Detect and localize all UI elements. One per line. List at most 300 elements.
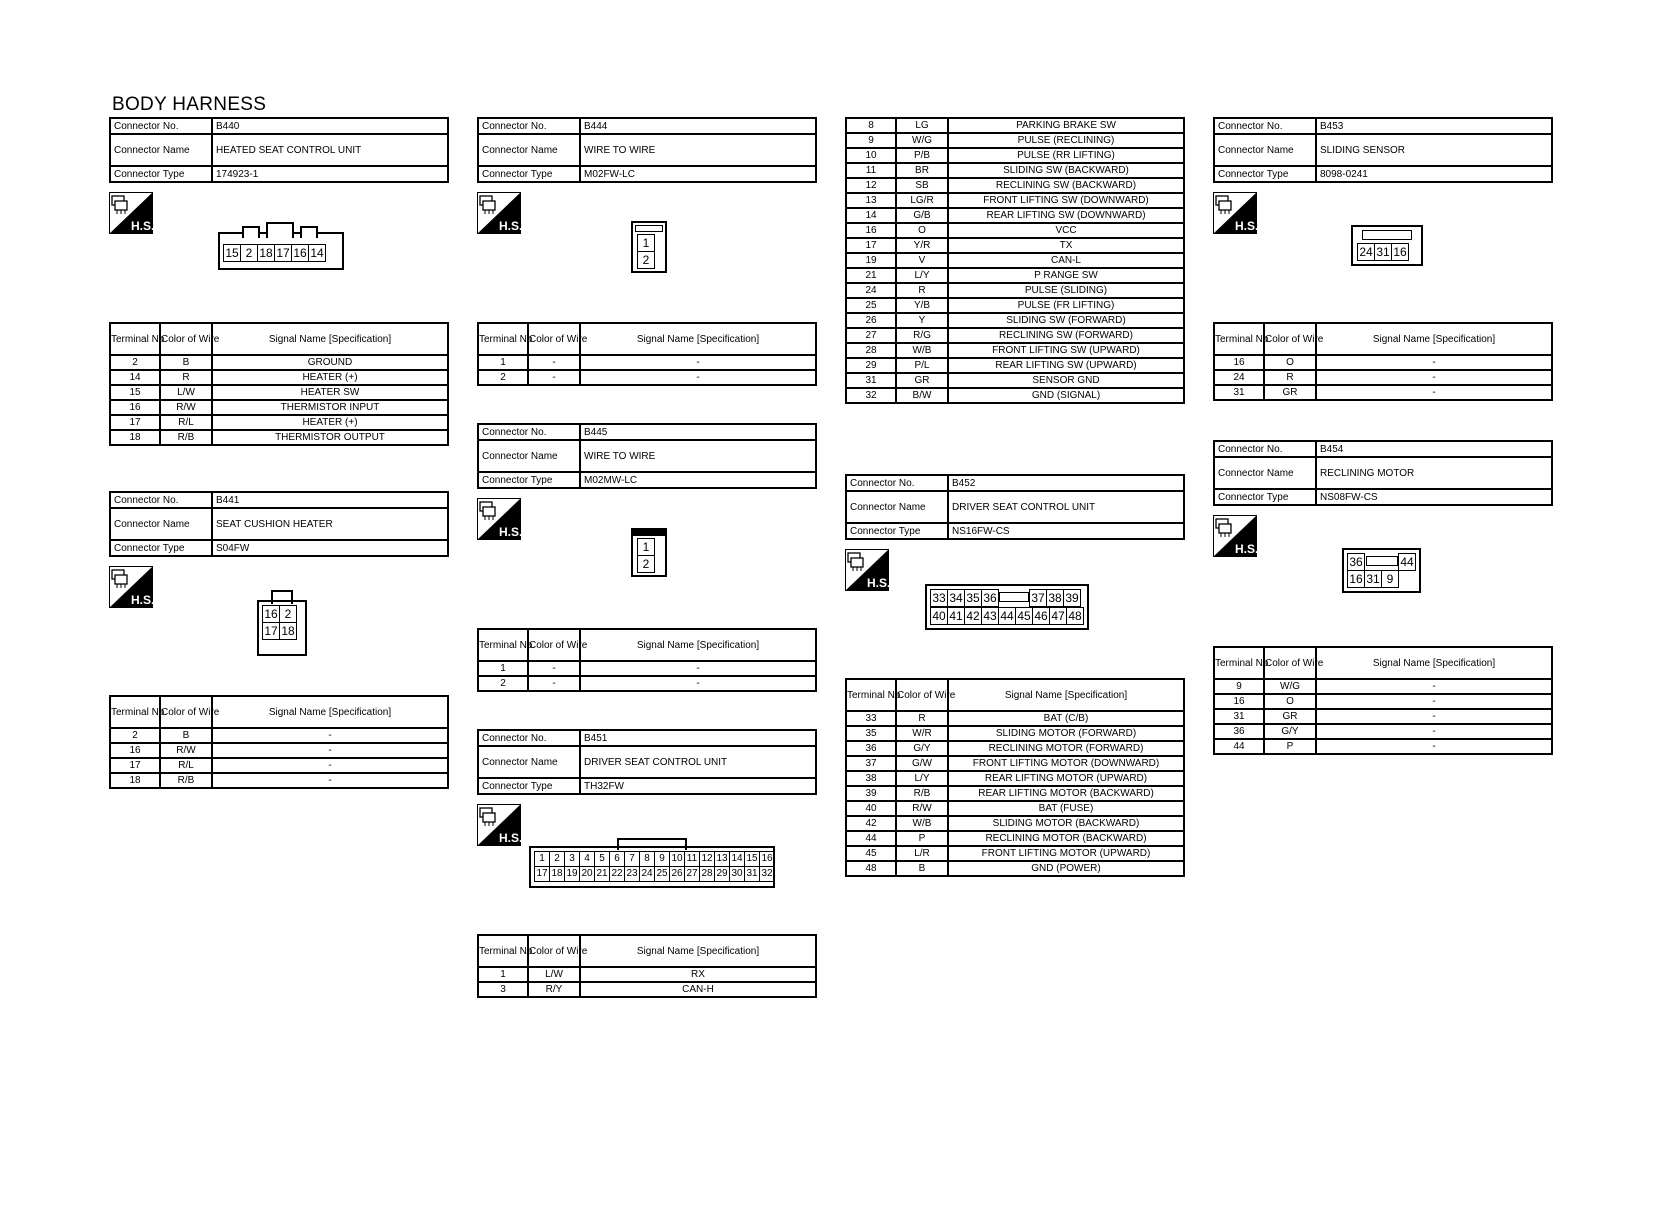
pin: 40	[932, 609, 946, 623]
terminal-no-cell: 2	[478, 370, 528, 385]
table-row	[846, 786, 1184, 801]
pin: 48	[1068, 609, 1082, 623]
pin: 10	[670, 852, 685, 867]
pin-grid	[637, 538, 655, 573]
table-row	[846, 861, 1184, 876]
terminal-table-b452	[845, 678, 1185, 877]
pin: 27	[685, 867, 700, 882]
wire-color-cell: W/G	[1264, 679, 1316, 694]
connector-name-value: HEATED SEAT CONTROL UNIT	[212, 134, 448, 166]
hs-icon	[477, 192, 521, 239]
pin: 39	[1065, 591, 1079, 605]
table-row	[1214, 709, 1552, 724]
terminal-no-cell: 13	[846, 193, 896, 208]
connector-face-b440	[218, 222, 344, 272]
pin: 17	[264, 624, 278, 638]
wire-color-cell: O	[1264, 694, 1316, 709]
pin: 2	[280, 606, 297, 623]
terminal-no-cell: 19	[846, 253, 896, 268]
wire-color-cell: P/L	[896, 358, 948, 373]
terminal-no-cell: 35	[846, 726, 896, 741]
connector-name-label: Connector Name	[1214, 134, 1316, 166]
pin: 47	[1051, 609, 1065, 623]
pin-grid	[223, 244, 326, 262]
wire-color-cell: L/Y	[896, 268, 948, 283]
connector-key	[1362, 230, 1412, 240]
signal-name-cell: SLIDING SW (FORWARD)	[948, 313, 1184, 328]
connector-no-value: B445	[580, 424, 816, 440]
pin: 16	[1393, 245, 1407, 259]
terminal-table-b441	[109, 695, 449, 789]
pin: 21	[595, 867, 610, 882]
signal-name-cell: -	[212, 728, 448, 743]
terminal-no-header: Terminal No.	[110, 323, 160, 355]
pin: 17	[535, 867, 550, 882]
table-row	[478, 676, 816, 691]
connector-face-b441	[257, 590, 309, 656]
signal-name-header: Signal Name [Specification]	[580, 935, 816, 967]
signal-name-cell: SLIDING MOTOR (BACKWARD)	[948, 816, 1184, 831]
signal-name-cell: HEATER (+)	[212, 370, 448, 385]
pin: 30	[730, 867, 745, 882]
table-row	[846, 711, 1184, 726]
pin: 13	[715, 852, 730, 867]
hs-label: H.S.	[499, 831, 523, 845]
table-row	[846, 358, 1184, 373]
pin: 45	[1017, 609, 1031, 623]
connector-type-label: Connector Type	[110, 540, 212, 556]
table-row	[846, 313, 1184, 328]
terminal-no-header: Terminal No.	[478, 323, 528, 355]
table-row	[1214, 694, 1552, 709]
pin: 11	[685, 852, 700, 867]
connector-no-value: B453	[1316, 118, 1552, 134]
connector-no-value: B440	[212, 118, 448, 134]
pin: 17	[276, 246, 290, 260]
color-of-wire-header: Color of Wire	[160, 323, 212, 355]
pin: 24	[640, 867, 655, 882]
connector-type-value: NS16FW-CS	[948, 523, 1184, 539]
connector-type-value: M02FW-LC	[580, 166, 816, 182]
signal-name-header: Signal Name [Specification]	[212, 323, 448, 355]
signal-name-cell: FRONT LIFTING MOTOR (UPWARD)	[948, 846, 1184, 861]
pin: 1	[638, 235, 655, 252]
signal-name-cell: GND (SIGNAL)	[948, 388, 1184, 403]
wire-color-cell: -	[528, 370, 580, 385]
color-of-wire-header: Color of Wire	[896, 679, 948, 711]
signal-name-cell: -	[1316, 694, 1552, 709]
table-row	[110, 758, 448, 773]
pin: 16	[760, 852, 775, 867]
wire-color-cell: O	[1264, 355, 1316, 370]
connector-type-label: Connector Type	[478, 166, 580, 182]
wire-color-cell: R/G	[896, 328, 948, 343]
signal-name-cell: -	[580, 355, 816, 370]
hs-icon	[477, 804, 521, 851]
terminal-table-b451-continued	[845, 117, 1185, 404]
table-row	[1214, 724, 1552, 739]
table-row	[846, 741, 1184, 756]
pin: 31	[1376, 245, 1390, 259]
pin: 22	[610, 867, 625, 882]
pin: 9	[655, 852, 670, 867]
signal-name-cell: -	[1316, 370, 1552, 385]
hs-label: H.S.	[131, 593, 155, 607]
connector-face-b454	[1342, 548, 1421, 593]
wire-color-cell: B	[160, 355, 212, 370]
connector-b445	[477, 423, 817, 489]
signal-name-cell: SLIDING SW (BACKWARD)	[948, 163, 1184, 178]
terminal-no-cell: 44	[846, 831, 896, 846]
connector-type-value: 8098-0241	[1316, 166, 1552, 182]
table-row	[110, 385, 448, 400]
terminal-no-cell: 18	[110, 773, 160, 788]
signal-name-header: Signal Name [Specification]	[1316, 647, 1552, 679]
connector-no-label: Connector No.	[110, 492, 212, 508]
connector-b440	[109, 117, 449, 183]
pin: 18	[259, 246, 273, 260]
connector-no-value: B444	[580, 118, 816, 134]
table-row	[110, 430, 448, 445]
terminal-no-cell: 39	[846, 786, 896, 801]
hs-icon	[109, 566, 153, 613]
pin: 16	[264, 607, 278, 621]
wire-color-cell: Y	[896, 313, 948, 328]
wire-color-cell: B	[896, 861, 948, 876]
hs-icon-graphic	[1213, 192, 1257, 234]
connector-name-value: SLIDING SENSOR	[1316, 134, 1552, 166]
connector-no-value: B451	[580, 730, 816, 746]
wire-color-cell: W/R	[896, 726, 948, 741]
signal-name-cell: -	[1316, 385, 1552, 400]
pin: 44	[1400, 555, 1414, 569]
table-row	[846, 148, 1184, 163]
wire-color-cell: L/Y	[896, 771, 948, 786]
terminal-no-cell: 14	[110, 370, 160, 385]
terminal-no-header: Terminal No.	[846, 679, 896, 711]
wire-color-cell: -	[528, 661, 580, 676]
connector-name-value: RECLINING MOTOR	[1316, 457, 1552, 489]
pin: 16	[293, 246, 307, 260]
wire-color-cell: LG	[896, 118, 948, 133]
hs-icon	[1213, 192, 1257, 239]
pin: 42	[966, 609, 980, 623]
terminal-no-cell: 21	[846, 268, 896, 283]
connector-name-value: DRIVER SEAT CONTROL UNIT	[580, 746, 816, 778]
pin-grid	[930, 607, 1084, 625]
table-row	[846, 208, 1184, 223]
connector-face-b452	[925, 584, 1089, 630]
terminal-no-cell: 29	[846, 358, 896, 373]
connector-no-label: Connector No.	[1214, 441, 1316, 457]
signal-name-cell: PULSE (RECLINING)	[948, 133, 1184, 148]
table-row	[110, 773, 448, 788]
terminal-no-cell: 17	[846, 238, 896, 253]
signal-name-cell: FRONT LIFTING SW (DOWNWARD)	[948, 193, 1184, 208]
signal-name-header: Signal Name [Specification]	[948, 679, 1184, 711]
connector-no-label: Connector No.	[1214, 118, 1316, 134]
wire-color-cell: O	[896, 223, 948, 238]
connector-type-value: NS08FW-CS	[1316, 489, 1552, 505]
wire-color-cell: R/L	[160, 758, 212, 773]
wire-color-cell: GR	[1264, 709, 1316, 724]
connector-name-label: Connector Name	[110, 134, 212, 166]
color-of-wire-header: Color of Wire	[1264, 647, 1316, 679]
table-row	[110, 355, 448, 370]
signal-name-cell: PULSE (RR LIFTING)	[948, 148, 1184, 163]
connector-b444	[477, 117, 817, 183]
terminal-no-cell: 45	[846, 846, 896, 861]
hs-icon-graphic	[477, 192, 521, 234]
table-row	[846, 771, 1184, 786]
pin: 2	[638, 556, 655, 573]
connector-name-value: DRIVER SEAT CONTROL UNIT	[948, 491, 1184, 523]
pin: 5	[595, 852, 610, 867]
pin: 31	[1366, 572, 1380, 586]
signal-name-cell: PULSE (SLIDING)	[948, 283, 1184, 298]
signal-name-cell: FRONT LIFTING MOTOR (DOWNWARD)	[948, 756, 1184, 771]
connector-no-value: B441	[212, 492, 448, 508]
connector-type-label: Connector Type	[478, 778, 580, 794]
signal-name-cell: RECLINING SW (FORWARD)	[948, 328, 1184, 343]
signal-name-cell: THERMISTOR OUTPUT	[212, 430, 448, 445]
signal-name-cell: HEATER (+)	[212, 415, 448, 430]
terminal-no-cell: 26	[846, 313, 896, 328]
terminal-no-cell: 32	[846, 388, 896, 403]
hs-label: H.S.	[131, 219, 155, 233]
table-row	[846, 831, 1184, 846]
terminal-no-cell: 2	[478, 676, 528, 691]
hs-icon-graphic	[845, 549, 889, 591]
signal-name-cell: GROUND	[212, 355, 448, 370]
wire-color-cell: W/B	[896, 343, 948, 358]
wire-color-cell: W/B	[896, 816, 948, 831]
terminal-no-cell: 3	[478, 982, 528, 997]
signal-name-cell: -	[580, 370, 816, 385]
pin-grid	[637, 234, 655, 269]
terminal-no-cell: 9	[846, 133, 896, 148]
connector-key	[999, 590, 1030, 607]
terminal-no-cell: 17	[110, 758, 160, 773]
pin: 2	[638, 252, 655, 269]
signal-name-cell: PULSE (FR LIFTING)	[948, 298, 1184, 313]
connector-type-label: Connector Type	[1214, 166, 1316, 182]
terminal-no-cell: 2	[110, 728, 160, 743]
connector-name-label: Connector Name	[478, 746, 580, 778]
color-of-wire-header: Color of Wire	[528, 935, 580, 967]
terminal-no-cell: 2	[110, 355, 160, 370]
pin: 35	[966, 591, 980, 605]
wire-color-cell: G/Y	[1264, 724, 1316, 739]
connector-name-label: Connector Name	[1214, 457, 1316, 489]
signal-name-cell: CAN-H	[580, 982, 816, 997]
pin: 37	[1031, 591, 1045, 605]
connector-face-b451	[529, 838, 775, 888]
pin: 15	[225, 246, 239, 260]
terminal-no-cell: 36	[1214, 724, 1264, 739]
table-row	[846, 238, 1184, 253]
wire-color-cell: Y/R	[896, 238, 948, 253]
wire-color-cell: B	[160, 728, 212, 743]
hs-icon-graphic	[477, 804, 521, 846]
signal-name-cell: -	[212, 773, 448, 788]
pin-grid	[262, 605, 297, 640]
signal-name-cell: RECLINING MOTOR (FORWARD)	[948, 741, 1184, 756]
signal-name-cell: TX	[948, 238, 1184, 253]
table-row	[478, 982, 816, 997]
pin: 25	[655, 867, 670, 882]
table-row	[1214, 739, 1552, 754]
signal-name-cell: VCC	[948, 223, 1184, 238]
pin: 43	[983, 609, 997, 623]
terminal-no-cell: 42	[846, 816, 896, 831]
table-row	[846, 328, 1184, 343]
signal-name-cell: SLIDING MOTOR (FORWARD)	[948, 726, 1184, 741]
pin: 7	[625, 852, 640, 867]
table-row	[846, 223, 1184, 238]
wire-color-cell: L/R	[896, 846, 948, 861]
signal-name-cell: P RANGE SW	[948, 268, 1184, 283]
wire-color-cell: -	[528, 355, 580, 370]
pin: 20	[580, 867, 595, 882]
hs-label: H.S.	[499, 219, 523, 233]
terminal-no-cell: 24	[1214, 370, 1264, 385]
pin-grid	[534, 851, 775, 882]
terminal-no-cell: 16	[110, 743, 160, 758]
hs-label: H.S.	[1235, 219, 1259, 233]
table-row	[846, 193, 1184, 208]
signal-name-cell: -	[580, 661, 816, 676]
pin: 15	[745, 852, 760, 867]
pin: 33	[932, 591, 946, 605]
terminal-table-b444	[477, 322, 817, 386]
connector-no-value: B454	[1316, 441, 1552, 457]
pin: 2	[550, 852, 565, 867]
table-row	[846, 726, 1184, 741]
pin: 44	[1000, 609, 1014, 623]
connector-type-label: Connector Type	[846, 523, 948, 539]
connector-face-b444	[631, 221, 667, 273]
wire-color-cell: W/G	[896, 133, 948, 148]
connector-type-label: Connector Type	[110, 166, 212, 182]
hs-icon-graphic	[477, 498, 521, 540]
table-row	[110, 370, 448, 385]
signal-name-cell: -	[1316, 355, 1552, 370]
terminal-no-cell: 37	[846, 756, 896, 771]
terminal-no-cell: 48	[846, 861, 896, 876]
terminal-no-header: Terminal No.	[478, 935, 528, 967]
pin: 32	[760, 867, 775, 882]
signal-name-cell: -	[1316, 679, 1552, 694]
pin: 1	[535, 852, 550, 867]
signal-name-header: Signal Name [Specification]	[580, 629, 816, 661]
signal-name-cell: SENSOR GND	[948, 373, 1184, 388]
wire-color-cell: GR	[1264, 385, 1316, 400]
terminal-no-cell: 1	[478, 355, 528, 370]
terminal-no-header: Terminal No.	[1214, 647, 1264, 679]
table-row	[846, 298, 1184, 313]
connector-no-label: Connector No.	[846, 475, 948, 491]
connector-name-value: WIRE TO WIRE	[580, 134, 816, 166]
pin: 38	[1048, 591, 1062, 605]
connector-no-value: B452	[948, 475, 1184, 491]
pin: 3	[565, 852, 580, 867]
pin: 12	[700, 852, 715, 867]
terminal-no-cell: 12	[846, 178, 896, 193]
signal-name-cell: -	[1316, 739, 1552, 754]
signal-name-cell: FRONT LIFTING SW (UPWARD)	[948, 343, 1184, 358]
wire-color-cell: L/W	[160, 385, 212, 400]
terminal-no-cell: 40	[846, 801, 896, 816]
signal-name-cell: CAN-L	[948, 253, 1184, 268]
color-of-wire-header: Color of Wire	[528, 629, 580, 661]
pin: 46	[1034, 609, 1048, 623]
wire-color-cell: BR	[896, 163, 948, 178]
table-row	[478, 355, 816, 370]
wire-color-cell: R	[896, 283, 948, 298]
wire-color-cell: G/Y	[896, 741, 948, 756]
pin: 2	[241, 245, 258, 262]
terminal-no-cell: 36	[846, 741, 896, 756]
wire-color-cell: R/B	[896, 786, 948, 801]
pin: 4	[580, 852, 595, 867]
signal-name-cell: BAT (FUSE)	[948, 801, 1184, 816]
table-row	[846, 178, 1184, 193]
color-of-wire-header: Color of Wire	[1264, 323, 1316, 355]
wire-color-cell: R/Y	[528, 982, 580, 997]
connector-no-label: Connector No.	[110, 118, 212, 134]
table-row	[846, 343, 1184, 358]
signal-name-cell: PARKING BRAKE SW	[948, 118, 1184, 133]
connector-no-label: Connector No.	[478, 730, 580, 746]
table-row	[846, 756, 1184, 771]
connector-name-label: Connector Name	[478, 134, 580, 166]
table-row	[846, 283, 1184, 298]
wire-color-cell: P	[1264, 739, 1316, 754]
wire-color-cell: G/W	[896, 756, 948, 771]
pin: 1	[638, 539, 655, 556]
terminal-no-cell: 38	[846, 771, 896, 786]
terminal-no-cell: 24	[846, 283, 896, 298]
terminal-no-cell: 16	[110, 400, 160, 415]
connector-b452	[845, 474, 1185, 540]
terminal-no-cell: 14	[846, 208, 896, 223]
table-row	[846, 133, 1184, 148]
wire-color-cell: V	[896, 253, 948, 268]
color-of-wire-header: Color of Wire	[528, 323, 580, 355]
connector-type-value: M02MW-LC	[580, 472, 816, 488]
terminal-no-cell: 44	[1214, 739, 1264, 754]
table-row	[110, 743, 448, 758]
pin: 26	[670, 867, 685, 882]
wire-color-cell: R	[896, 711, 948, 726]
pin: 23	[625, 867, 640, 882]
table-row	[846, 801, 1184, 816]
terminal-no-cell: 1	[478, 967, 528, 982]
terminal-table-b453	[1213, 322, 1553, 401]
pin: 28	[700, 867, 715, 882]
signal-name-cell: REAR LIFTING SW (DOWNWARD)	[948, 208, 1184, 223]
wire-color-cell: R	[1264, 370, 1316, 385]
connector-type-value: 174923-1	[212, 166, 448, 182]
pin: 16	[1349, 572, 1363, 586]
signal-name-cell: -	[212, 758, 448, 773]
hs-icon-graphic	[109, 566, 153, 608]
pin: 24	[1359, 245, 1373, 259]
hs-icon	[477, 498, 521, 545]
signal-name-cell: RECLINING SW (BACKWARD)	[948, 178, 1184, 193]
wire-color-cell: GR	[896, 373, 948, 388]
